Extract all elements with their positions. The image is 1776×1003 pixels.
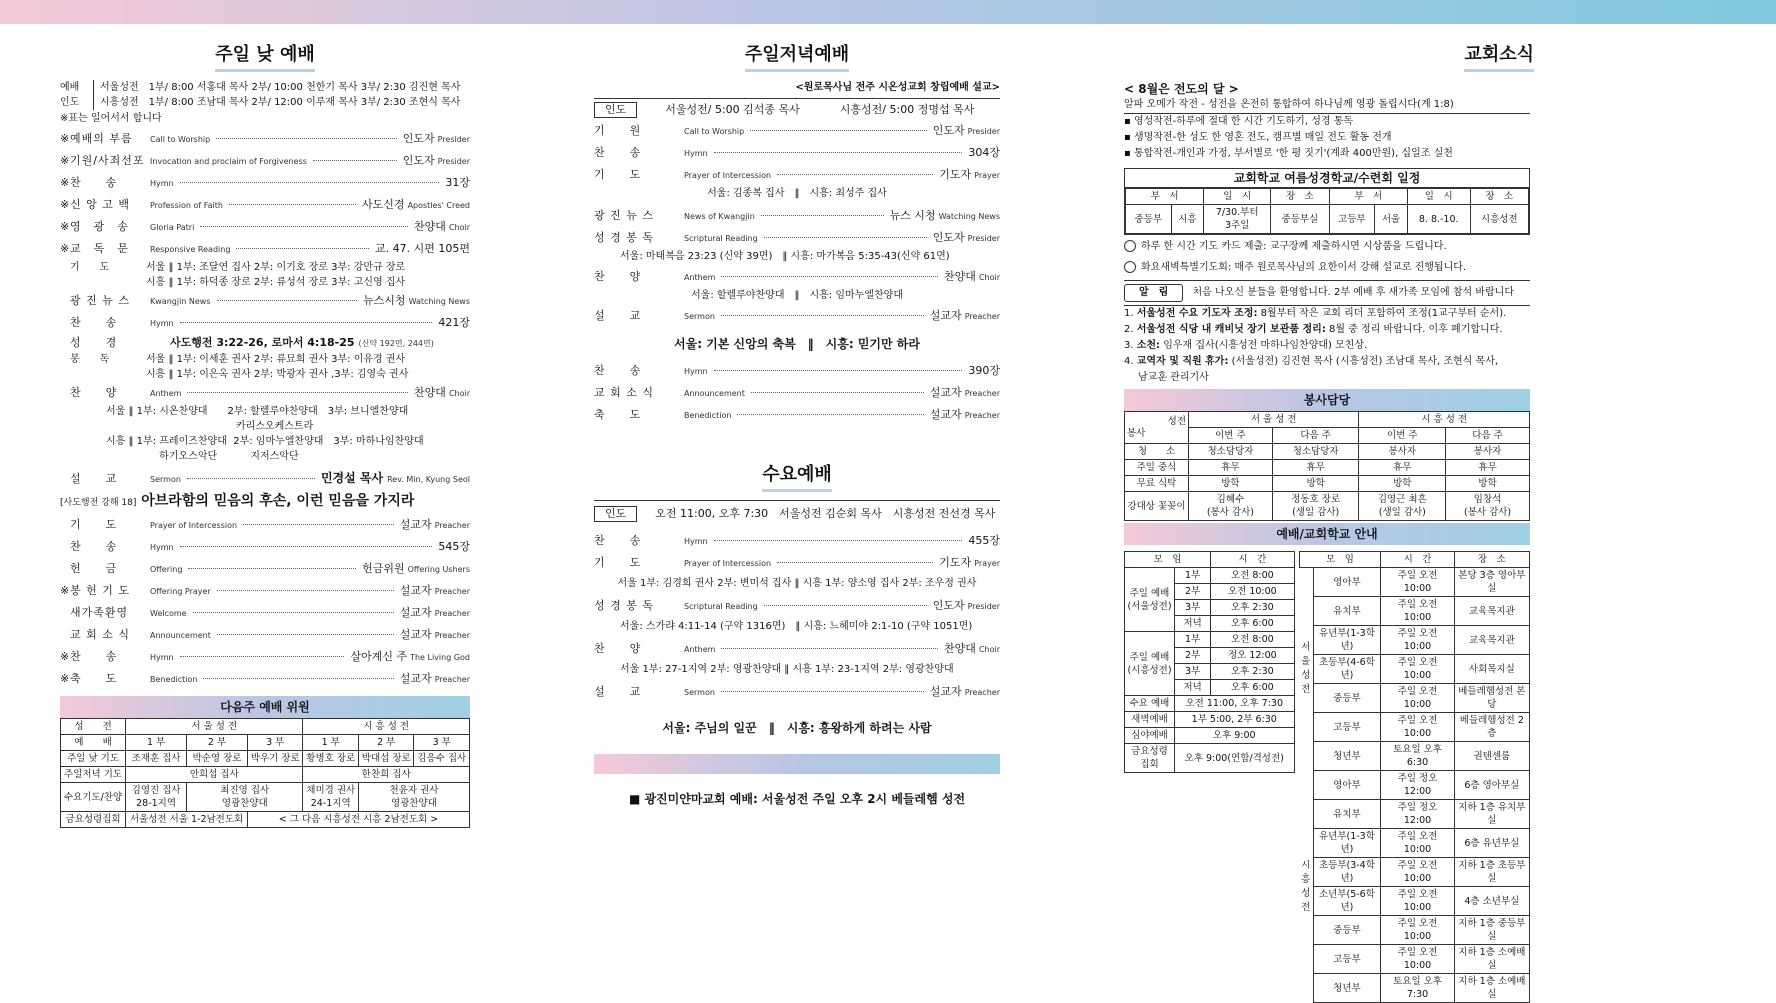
table-cell: 1 부 — [303, 735, 359, 751]
bullet-item: ▪ 통합작전-개인과 가정, 부서별로 '한 평 짓기'(계좌 400만원), 십일조 실천 — [1124, 148, 1453, 159]
evening-order-item: 교 회 소 식 Announcement 설교자 Preacher — [594, 386, 1000, 399]
order-item: ※영 광 송 Gloria Patri 찬양대 Choir — [60, 220, 470, 233]
table-cell: 성 전 — [61, 719, 126, 735]
table-cell: 2부 — [1175, 584, 1211, 600]
table-cell: 박대섭 장로 — [358, 751, 414, 767]
order-item: ※예배의 부름 Call to Worship 인도자 Presider — [60, 132, 470, 145]
choir-lines — [60, 404, 470, 464]
wednesday-choir: 서울 1부: 27-1지역 2부: 영광찬양대 ‖ 시흥 1부: 23-1지역 2부: 영광찬양대 — [620, 664, 954, 675]
order-item: 새가족환영 Welcome 설교자 Preacher — [70, 606, 470, 619]
choir-line: 서울 ‖ 1부: 시온찬양대 2부: 할렐루야찬양대 3부: 브니엘찬양대 — [106, 406, 409, 417]
evening-order-item: 기 원 Call to Worship 인도자 Presider — [594, 124, 1000, 137]
table-cell: 유치부 — [1313, 597, 1381, 626]
order-of-service-2 — [60, 290, 470, 334]
table-cell: 청 소 — [1125, 444, 1189, 460]
table-cell: 주일 오전 10:00 — [1381, 713, 1454, 742]
evening-order-item: 성 경 봉 독 Scriptural Reading 인도자 Presider — [594, 231, 1000, 244]
table-cell: 주일 오전 10:00 — [1381, 829, 1454, 858]
evening-order-item: 찬 양 Anthem 찬양대 Choir — [594, 642, 1000, 655]
table-cell: 주일 오전 10:00 — [1381, 568, 1454, 597]
table-cell: 중등부실 — [1271, 205, 1329, 234]
service-duty-title: 봉사담당 — [1124, 389, 1530, 411]
table-cell: 한찬희 집사 — [303, 767, 470, 783]
evening-order-item: 찬 양 Anthem 찬양대 Choir — [594, 270, 1000, 283]
sermon-reference: [사도행전 강해 18] — [60, 498, 137, 508]
table-cell: 청년부 — [1313, 974, 1381, 1003]
table-cell: 유년부(1-3학년) — [1313, 626, 1381, 655]
table-cell: 3부 — [1175, 664, 1211, 680]
table-cell: 7/30.부터 3주일 — [1204, 205, 1271, 234]
summer-camp-title: 교회학교 여름성경학교/수련회 일정 — [1125, 169, 1529, 188]
prayer-line: 시흥 ‖ 1부: 하덕종 장로 2부: 류성석 장로 3부: 고신영 집사 — [146, 277, 406, 288]
table-cell: 시흥 — [1171, 205, 1204, 234]
duty-row — [1125, 444, 1530, 460]
table-cell: 주일 오전 10:00 — [1381, 655, 1454, 684]
duty-row — [1125, 476, 1530, 492]
next-week-row — [61, 751, 470, 767]
evening-order-item: 광 진 뉴 스 News of Kwangjin 뉴스 시청 Watching News — [594, 209, 1000, 222]
table-cell: 주일 정오 12:00 — [1381, 800, 1454, 829]
evening-order-item: 찬 송 Hymn 455장 — [594, 534, 1000, 547]
table-cell: 토요일 오후 7:30 — [1381, 974, 1454, 1003]
worship-guide-title: 예배/교회학교 안내 — [1124, 523, 1530, 545]
table-cell: 교육목지관 — [1454, 597, 1529, 626]
anthem-en: Anthem — [150, 389, 182, 398]
table-cell: 청소담당자 — [1272, 444, 1359, 460]
order-item: ※봉 헌 기 도 Offering Prayer 설교자 Preacher — [60, 584, 470, 597]
table-cell: 1부 — [1175, 568, 1211, 584]
order-item: 찬 송 Hymn 421장 — [70, 316, 470, 329]
table-cell: 일 시 — [1204, 189, 1271, 205]
evening-scripture: 서울: 마태복음 23:23 (신약 39면) ‖ 시흥: 마가복음 5:35-43(신약 61면) — [620, 251, 950, 262]
month-theme: < 8월은 전도의 달 > — [1124, 82, 1239, 96]
table-cell: 오후 2:30 — [1211, 600, 1294, 616]
table-cell: 오후 6:00 — [1211, 680, 1294, 696]
church-news-title: 교회소식 — [1464, 40, 1534, 72]
service-time-row: 인도 시흥성전 1부/ 8:00 조남대 목사 2부/ 12:00 이루재 목사 3부/ 2:30 조현식 목사 — [60, 97, 461, 108]
service-times — [60, 80, 470, 110]
table-cell: 모 임 — [1299, 552, 1381, 568]
table-cell: 초등부(3-4학년) — [1313, 858, 1381, 887]
table-cell: 오후 9:00(연합/격성전) — [1175, 744, 1295, 773]
evening-order-item: 찬 송 Hymn 304장 — [594, 146, 1000, 159]
scripture-label: 성 경 — [70, 336, 118, 349]
table-cell: 이번 주 — [1189, 428, 1273, 444]
table-cell: 금요성령집회 — [61, 812, 126, 828]
table-cell: 수요 예배 — [1125, 696, 1175, 712]
news-item: 1. 서울성전 수요 기도자 조정: 8월부터 작은 교회 리더 포함하여 조정(1교구부터 순서). — [1124, 308, 1507, 319]
table-cell: 2 부 — [358, 735, 414, 751]
table-cell: 장 소 — [1271, 189, 1329, 205]
table-cell: 수요기도/찬양 — [61, 783, 126, 812]
anthem-row — [60, 382, 470, 404]
table-cell: 다음 주 — [1272, 428, 1359, 444]
wednesday-scripture: 서울: 스가랴 4:11-14 (구약 1316면) ‖ 시흥: 느헤미야 2:1-10 (구약 1051면) — [620, 621, 973, 632]
table-cell: 정동호 장로 (생일 감사) — [1272, 492, 1359, 521]
table-cell: 김영근 최흔 (생일 감사) — [1359, 492, 1446, 521]
table-cell: 시 간 — [1381, 552, 1454, 568]
table-cell: 방학 — [1272, 476, 1359, 492]
table-cell: 금요성령집회 — [1125, 744, 1175, 773]
dawn-prayer-notice: 화요새벽특별기도회: 매주 원로목사님의 요한이서 강해 설교로 진행됩니다. — [1124, 260, 1530, 276]
table-cell: 강대상 꽃꽂이 — [1125, 492, 1189, 521]
table-cell: 3 부 — [414, 735, 470, 751]
choir-line: 시흥 ‖ 1부: 프레이즈찬양대 2부: 임마누엘찬양대 3부: 마하나임찬양대 — [106, 436, 424, 447]
table-cell: 고등부 — [1313, 945, 1381, 974]
order-item: 기 도 Prayer of Intercession 설교자 Preacher — [70, 518, 470, 531]
table-cell: 8. 8.-10. — [1407, 205, 1470, 234]
table-cell: 최진영 집사 영광찬양대 — [187, 783, 303, 812]
news-item: 4. 교역자 및 직원 휴가: (서울성전) 김진현 목사 (시흥성전) 조남대 목사, 조현식 목사, — [1124, 356, 1499, 367]
anthem-who: 찬양대 Choir — [414, 386, 470, 399]
duty-row — [1125, 492, 1530, 521]
table-cell: 주일 오전 10:00 — [1381, 597, 1454, 626]
evening-order-item: 축 도 Benediction 설교자 Preacher — [594, 408, 1000, 421]
table-cell: 서울성전 서울 1-2남전도회 — [126, 812, 248, 828]
table-cell: 교육목지관 — [1454, 626, 1529, 655]
table-cell: 장 소 — [1470, 189, 1528, 205]
evening-order-item: 설 교 Sermon 설교자 Preacher — [594, 309, 1000, 322]
worship-guide-table — [1124, 551, 1530, 1003]
table-cell: 베들레헴성전 2층 — [1454, 713, 1529, 742]
table-cell: 3부 — [1175, 600, 1211, 616]
table-cell: 안희섭 집사 — [126, 767, 303, 783]
evening-lead-siheung: 시흥성전/ 5:00 정명섭 목사 — [839, 103, 975, 116]
table-cell: 영아부 — [1313, 568, 1381, 597]
table-cell: 방학 — [1189, 476, 1273, 492]
table-cell: 부 서 — [1329, 189, 1407, 205]
evening-choir: 서울: 할렐루야찬양대 ‖ 시흥: 임마누엘찬양대 — [691, 290, 903, 301]
wednesday-lead-text: 오전 11:00, 오후 7:30 서울성전 김순회 목사 시흥성전 전선경 목사 — [655, 507, 996, 520]
table-cell: 김응수 집사 — [414, 751, 470, 767]
table-cell: 지하 1층 소예배실 — [1454, 945, 1529, 974]
news-list — [1124, 305, 1530, 370]
next-week-title: 다음주 예배 위원 — [60, 696, 470, 718]
wednesday-lead-row — [594, 500, 1000, 524]
table-cell: 방학 — [1359, 476, 1446, 492]
evening-lead-seoul: 서울성전/ 5:00 김석종 목사 — [665, 103, 800, 116]
evening-order-item: 기 도 Prayer of Intercession 기도자 Prayer — [594, 168, 1000, 181]
wednesday-lead-label: 인도 — [594, 506, 637, 522]
month-description: 알파 오메가 작전 - 성전을 온전히 통합하여 하나님께 영광 돌립시다(계 1:8) — [1124, 97, 1530, 114]
table-cell: 주일 오전 10:00 — [1381, 916, 1454, 945]
order-item: 찬 송 Hymn 545장 — [70, 540, 470, 553]
sunday-service-column — [60, 40, 470, 828]
table-cell: 휴무 — [1359, 460, 1446, 476]
table-cell: 이번 주 — [1359, 428, 1446, 444]
table-cell: 봉사자 — [1359, 444, 1446, 460]
scripture-text: 사도행전 3:22-26, 로마서 4:18-25 — [170, 336, 355, 349]
sermon-preacher-en: Rev. Min, Kyung Seol — [387, 475, 470, 484]
summer-camp-box — [1124, 168, 1530, 235]
bullet-item: ▪ 생명작전-한 성도 한 영혼 전도, 캠프별 매일 전도 활동 전개 — [1124, 132, 1392, 143]
table-cell: 오후 9:00 — [1175, 728, 1295, 744]
reading-line: 서울 ‖ 1부: 이세훈 권사 2부: 류묘희 권사 3부: 이유경 권사 — [146, 354, 406, 365]
prayer-block — [60, 260, 470, 290]
table-cell: 중등부 — [1313, 684, 1381, 713]
news-item: 2. 서울성전 식당 내 캐비닛 장기 보관품 정리: 8월 중 정리 바랍니다. 이후 폐기합니다. — [1124, 324, 1503, 335]
alarm-row — [1124, 280, 1530, 302]
reading-block — [60, 352, 470, 382]
guest-sermon-note: <원로목사님 전주 시온성교회 창립예배 설교> — [795, 82, 1000, 93]
table-cell: 다음 주 — [1446, 428, 1530, 444]
table-cell: < 그 다음 시흥성전 시흥 2남전도회 > — [247, 812, 469, 828]
service-time-row: 예배 서울성전 1부/ 8:00 서홍대 목사 2부/ 10:00 천한기 목사 3부/ 2:30 김진현 목사 — [60, 82, 461, 93]
table-cell: 1 부 — [126, 735, 187, 751]
table-cell: 초등부(4-6학년) — [1313, 655, 1381, 684]
table-cell: 휴무 — [1272, 460, 1359, 476]
evening-prayer-names: 서울: 김종복 집사 ‖ 시흥: 최성주 집사 — [707, 188, 887, 199]
divider-band — [594, 754, 1000, 774]
order-item: 헌 금 Offering 헌금위원 Offering Ushers — [70, 562, 470, 575]
table — [1299, 551, 1530, 1003]
table-cell: 주일 예배 (시흥성전) — [1125, 632, 1175, 696]
anthem-label: 찬 양 — [70, 386, 118, 399]
table-cell: 오후 6:00 — [1211, 616, 1294, 632]
table-cell: 지하 1층 초등부실 — [1454, 858, 1529, 887]
table-cell: 토요일 오후 6:30 — [1381, 742, 1454, 771]
sermon-en: Sermon — [150, 475, 181, 484]
wednesday-sermon-title: 서울: 주님의 일꾼 ‖ 시흥: 흥왕하게 하려는 사람 — [662, 721, 932, 735]
table-cell: 서 울 성 전 — [1301, 642, 1311, 696]
table-cell: 주일 중식 — [1125, 460, 1189, 476]
table-cell — [1124, 551, 1295, 1003]
table-cell: 심야예배 — [1125, 728, 1175, 744]
scripture-row — [60, 334, 470, 352]
sermon-title-block — [60, 490, 470, 514]
service-duty-table — [1124, 411, 1530, 521]
table-cell: 시 흥 성 전 — [1301, 859, 1311, 913]
table-cell: 본당 3층 영아부실 — [1454, 568, 1529, 597]
wednesday-prayer-names: 서울 1부: 김경희 권사 2부: 변미석 집사 ‖ 시흥 1부: 양소영 집사 2부: 조우정 권사 — [617, 578, 977, 589]
table-cell: 일 시 — [1407, 189, 1470, 205]
table-cell: 채미경 권사 24-1지역 — [303, 783, 359, 812]
table-cell: 주일 정오 12:00 — [1381, 771, 1454, 800]
choir-line: 하기오스악단 지저스악단 — [106, 451, 299, 462]
sermon-title: 아브라함의 믿음의 후손, 이런 믿음을 가지라 — [141, 493, 415, 509]
table-cell: 예 배 — [61, 735, 126, 751]
table-cell — [1295, 551, 1530, 1003]
top-gradient-bar — [0, 0, 1776, 24]
table-cell: 지하 1층 중등부실 — [1454, 916, 1529, 945]
stand-note: ※표는 일어서서 합니다 — [60, 113, 162, 124]
choir-line: 카리스오케스트라 — [106, 421, 314, 432]
table-cell: 청년부 — [1313, 742, 1381, 771]
sunday-service-title: 주일 낮 예배 — [215, 40, 314, 72]
table-cell: 청소담당자 — [1189, 444, 1273, 460]
table-cell: 무료 식탁 — [1125, 476, 1189, 492]
table-cell: 지하 1층 소예배실 — [1454, 974, 1529, 1003]
table-cell: 주일 오전 10:00 — [1381, 887, 1454, 916]
evening-order-item: 찬 송 Hymn 390장 — [594, 364, 1000, 377]
table-cell: 오후 2:30 — [1211, 664, 1294, 680]
table-cell: 주일 예배 (서울성전) — [1125, 568, 1175, 632]
news-continued: 남교훈 관리기사 — [1138, 372, 1209, 383]
table-cell: 저녁 — [1175, 616, 1211, 632]
sermon-label: 설 교 — [70, 472, 118, 485]
reading-label: 봉 독 — [70, 354, 110, 365]
table-cell: 김영진 집사 28-1지역 — [126, 783, 187, 812]
bullet-item: ▪ 영성작전-하루에 절대 한 시간 기도하기, 성경 통독 — [1124, 116, 1354, 127]
table-cell: 유년부(1-3학년) — [1313, 829, 1381, 858]
table-cell: 박순영 장로 — [187, 751, 248, 767]
church-news-column — [1124, 40, 1534, 1003]
alarm-text: 처음 나오신 분들을 환영합니다. 2부 예배 후 새가족 모임에 참석 바랍니다 — [1192, 287, 1514, 298]
next-week-table — [60, 718, 470, 828]
month-bullets — [1124, 114, 1530, 162]
order-of-service-3 — [60, 514, 470, 690]
table-cell: 부 서 — [1126, 189, 1204, 205]
table — [1124, 551, 1295, 773]
alarm-badge: 알 림 — [1124, 284, 1183, 302]
order-item: ※찬 송 Hymn 31장 — [60, 176, 470, 189]
order-item: 광 진 뉴 스 Kwangjin News 뉴스시청 Watching News — [70, 294, 470, 307]
order-of-service-1 — [60, 128, 470, 260]
table-cell: 봉사자 — [1446, 444, 1530, 460]
table-cell: 서울 — [1375, 205, 1408, 234]
table-cell: 2부 — [1175, 648, 1211, 664]
table-cell: 유치부 — [1313, 800, 1381, 829]
sermon-row — [60, 468, 470, 490]
table-cell: 베들레헴성전 본당 — [1454, 684, 1529, 713]
duty-row — [1125, 460, 1530, 476]
table-cell: 소년부(5-6학년) — [1313, 887, 1381, 916]
table-cell: 중등부 — [1313, 916, 1381, 945]
table-cell: 조재훈 집사 — [126, 751, 187, 767]
table-cell: 천윤자 권사 영광찬양대 — [358, 783, 469, 812]
scripture-pages: (신약 192면, 244면) — [358, 339, 434, 348]
evening-service-title: 주일저녁예배 — [745, 40, 849, 72]
table-cell: 주일저녁 기도 — [61, 767, 126, 783]
summer-camp-table — [1125, 188, 1529, 234]
table-cell: 새벽예배 — [1125, 712, 1175, 728]
order-item: ※축 도 Benediction 설교자 Preacher — [60, 672, 470, 685]
table-cell: 박우기 장로 — [247, 751, 303, 767]
table-cell: 고등부 — [1329, 205, 1375, 234]
table-cell: 권텐센룸 — [1454, 742, 1529, 771]
evening-order-item: 성 경 봉 독 Scriptural Reading 인도자 Presider — [594, 599, 1000, 612]
evening-sermon-title: 서울: 기본 신앙의 축복 ‖ 시흥: 믿기만 하라 — [674, 337, 920, 351]
prayer-line: 서울 ‖ 1부: 조달연 집사 2부: 이기호 장로 3부: 강만규 장로 — [146, 262, 406, 273]
prayer-label: 기 도 — [70, 262, 110, 273]
table-cell: 주일 오전 10:00 — [1381, 626, 1454, 655]
table-cell: 임창석 (봉사 감사) — [1446, 492, 1530, 521]
table-cell: 저녁 — [1175, 680, 1211, 696]
order-item: ※교 독 문 Responsive Reading 교. 47. 시편 105편 — [60, 242, 470, 255]
order-item: ※신 앙 고 백 Profession of Faith 사도신경 Apostles' Creed — [60, 198, 470, 211]
table-cell: 오전 11:00, 오후 7:30 — [1175, 696, 1295, 712]
table-cell: 영아부 — [1313, 771, 1381, 800]
table-cell: 시 흥 성 전 — [303, 719, 470, 735]
order-item: ※기원/사죄선포 Invocation and proclaim of Forgiveness 인도자 Presider — [60, 154, 470, 167]
table-cell: 고등부 — [1313, 713, 1381, 742]
table-cell: 장 소 — [1454, 552, 1529, 568]
table-cell: 주일 오전 10:00 — [1381, 684, 1454, 713]
news-item: 3. 소천: 임우재 집사(시흥성전 마하나임찬양대) 모친상. — [1124, 340, 1368, 351]
table-cell: 오전 8:00 — [1211, 632, 1294, 648]
table-cell: 지하 1층 유치부실 — [1454, 800, 1529, 829]
table-cell: 6층 영아부실 — [1454, 771, 1529, 800]
table-cell: 성전 봉사 — [1125, 412, 1189, 444]
table-cell: 시 흥 성 전 — [1359, 412, 1530, 428]
table-cell: 서 울 성 전 — [1189, 412, 1359, 428]
table-cell: 주일 낮 기도 — [61, 751, 126, 767]
table-cell: 1부 — [1175, 632, 1211, 648]
table-cell: 4층 소년부실 — [1454, 887, 1529, 916]
wednesday-service-title: 수요예배 — [762, 460, 832, 492]
evening-service-column — [594, 40, 1000, 807]
table-cell: 1부 5:00, 2부 6:30 — [1175, 712, 1295, 728]
table-cell: 시흥성전 — [1470, 205, 1528, 234]
evening-lead-row — [594, 98, 1000, 120]
table-cell: 정오 12:00 — [1211, 648, 1294, 664]
table-cell: 2 부 — [187, 735, 248, 751]
table-cell: 서 울 성 전 — [126, 719, 303, 735]
table-cell: 오전 8:00 — [1211, 568, 1294, 584]
evening-lead-label: 인도 — [594, 102, 637, 118]
table-cell: 김혜수 (봉사 감사) — [1189, 492, 1273, 521]
table-cell: 모 임 — [1125, 552, 1211, 568]
table-cell: 휴무 — [1189, 460, 1273, 476]
table-cell: 3 부 — [247, 735, 303, 751]
reading-line: 시흥 ‖ 1부: 이은옥 권사 2부: 박광자 권사 ,3부: 김영숙 권사 — [146, 369, 409, 380]
table-cell: 주일 오전 10:00 — [1381, 945, 1454, 974]
table-cell: 사회목지실 — [1454, 655, 1529, 684]
table-cell: 시 간 — [1211, 552, 1294, 568]
table-cell: 중등부 — [1126, 205, 1172, 234]
prayer-card-notice: 하루 한 시간 기도 카드 제출: 교구장께 제출하시면 시상품을 드립니다. — [1124, 239, 1530, 255]
evening-order-item: 기 도 Prayer of Intercession 기도자 Prayer — [594, 556, 1000, 569]
table-cell: 주일 오전 10:00 — [1381, 858, 1454, 887]
order-item: 교 회 소 식 Announcement 설교자 Preacher — [70, 628, 470, 641]
myanmar-church-notice: ■ 광진미얀마교회 예배: 서울성전 주일 오후 2시 베들레헴 성전 — [628, 792, 966, 806]
table-cell: 휴무 — [1446, 460, 1530, 476]
table-cell: 6층 유년부실 — [1454, 829, 1529, 858]
table-cell: 오전 10:00 — [1211, 584, 1294, 600]
evening-order-item: 설 교 Sermon 설교자 Preacher — [594, 685, 1000, 698]
sermon-preacher: 민경설 목사 — [320, 471, 384, 485]
table-cell: 방학 — [1446, 476, 1530, 492]
order-item: ※찬 송 Hymn 살아계신 주 The Living God — [60, 650, 470, 663]
table-cell: 황병호 장로 — [303, 751, 359, 767]
